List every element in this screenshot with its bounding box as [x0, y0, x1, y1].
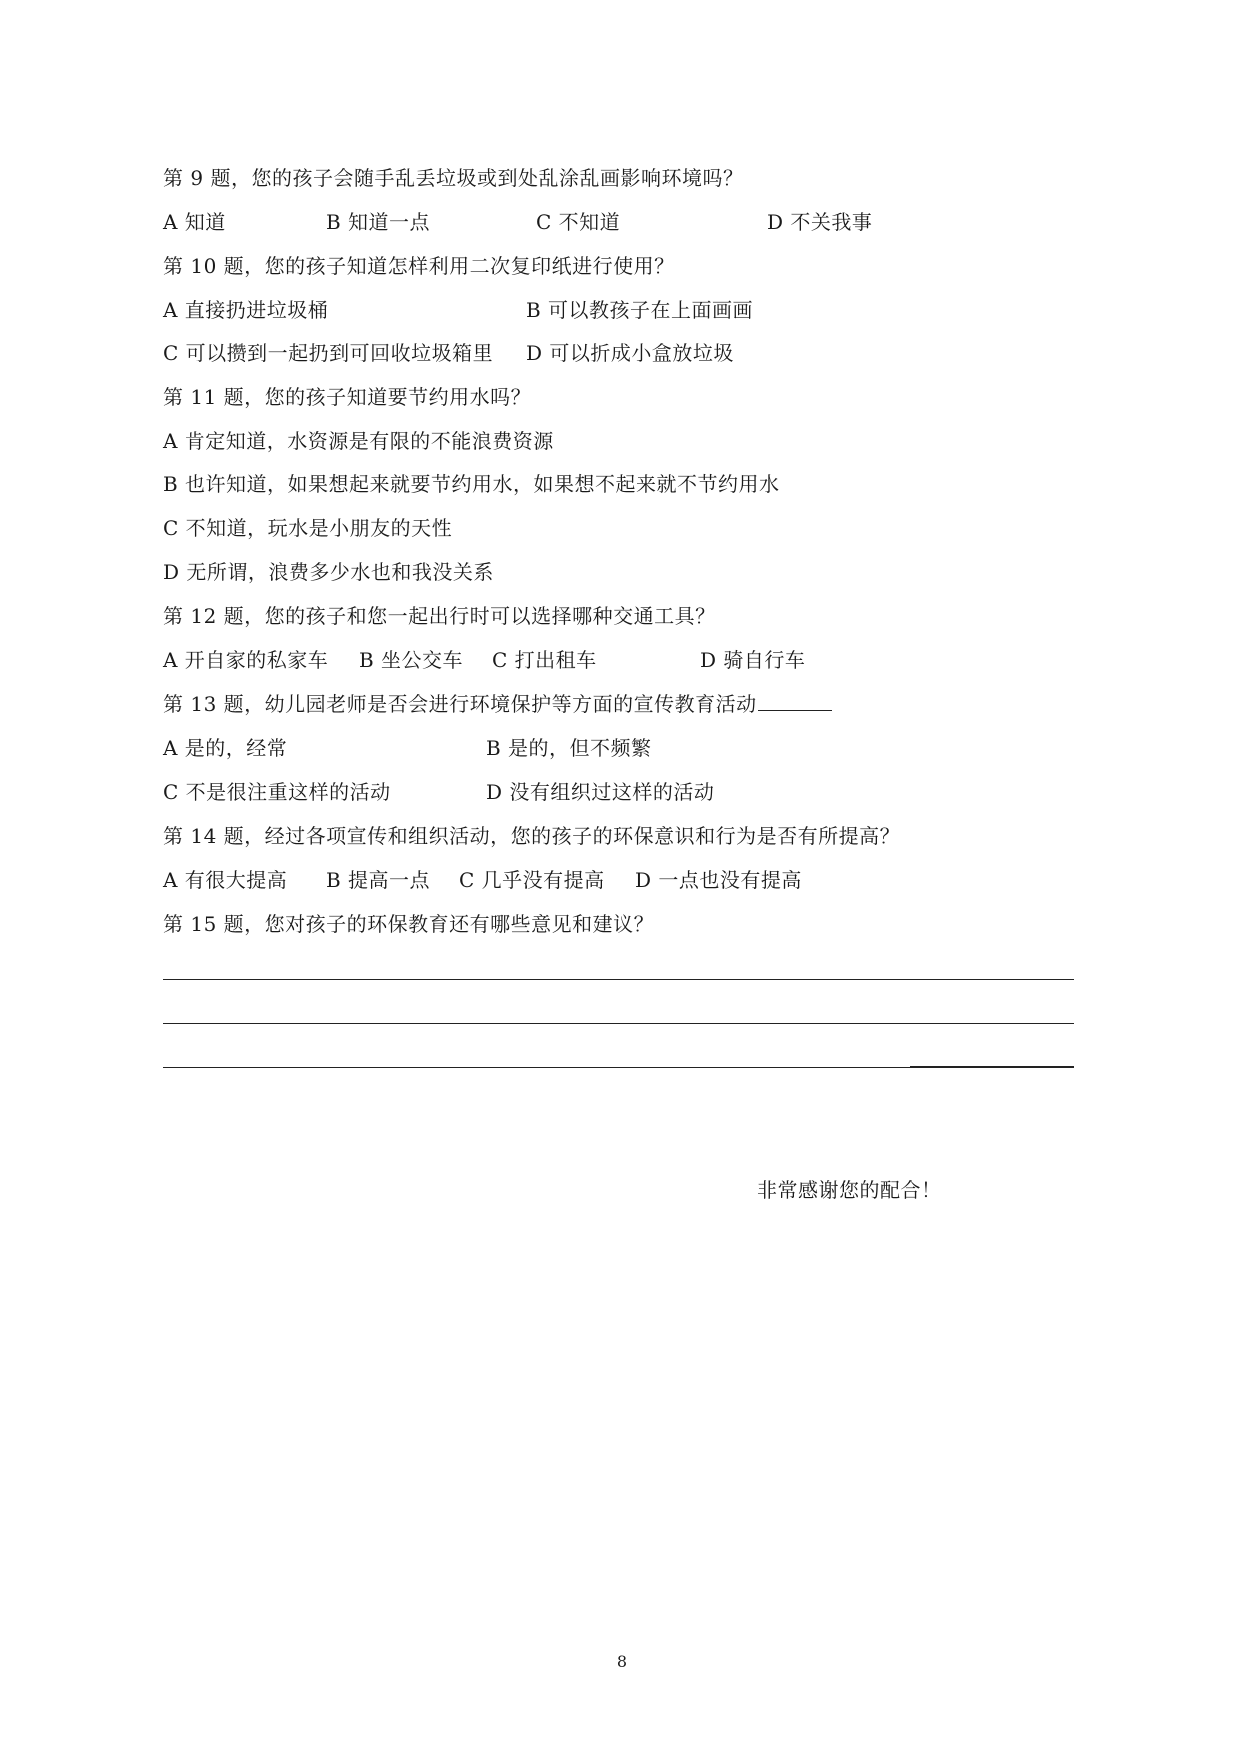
question-14-text: 第 14 题，经过各项宣传和组织活动，您的孩子的环保意识和行为是否有所提高？ [163, 824, 901, 848]
question-11-text: 第 11 题，您的孩子知道要节约用水吗？ [163, 385, 532, 409]
question-11-option-a: A 肯定知道，水资源是有限的不能浪费资源 [163, 429, 554, 453]
question-10-text: 第 10 题，您的孩子知道怎样利用二次复印纸进行使用？ [163, 254, 675, 278]
answer-line-2[interactable] [163, 1023, 1074, 1024]
question-11-option-d: D 无所谓，浪费多少水也和我没关系 [163, 560, 494, 584]
question-13-option-b: B 是的，但不频繁 [486, 736, 652, 760]
question-12-option-a: A 开自家的私家车 [163, 648, 329, 672]
question-14-option-b: B 提高一点 [326, 868, 431, 892]
question-9-option-d: D 不关我事 [767, 210, 873, 234]
question-14-option-d: D 一点也没有提高 [635, 868, 802, 892]
question-12-option-c: C 打出租车 [492, 648, 597, 672]
question-12-text: 第 12 题，您的孩子和您一起出行时可以选择哪种交通工具？ [163, 604, 716, 628]
question-10-option-d: D 可以折成小盒放垃圾 [526, 341, 734, 365]
question-10-option-a: A 直接扔进垃圾桶 [163, 298, 329, 322]
question-9-text: 第 9 题，您的孩子会随手乱丢垃圾或到处乱涂乱画影响环境吗？ [163, 166, 744, 190]
question-13-option-a: A 是的，经常 [163, 736, 288, 760]
page-number: 8 [616, 1652, 628, 1671]
question-13-option-c: C 不是很注重这样的活动 [163, 780, 391, 804]
question-12-option-b: B 坐公交车 [359, 648, 464, 672]
thanks-note: 非常感谢您的配合！ [757, 1178, 942, 1202]
question-9-option-c: C 不知道 [536, 210, 621, 234]
question-14-option-c: C 几乎没有提高 [459, 868, 605, 892]
question-11-option-b: B 也许知道，如果想起来就要节约用水，如果想不起来就不节约用水 [163, 472, 780, 496]
question-13-option-d: D 没有组织过这样的活动 [486, 780, 715, 804]
question-9-option-a: A 知道 [163, 210, 226, 234]
answer-blank[interactable] [758, 692, 832, 711]
question-11-option-c: C 不知道，玩水是小朋友的天性 [163, 516, 453, 540]
question-15-text: 第 15 题，您对孩子的环保教育还有哪些意见和建议？ [163, 912, 655, 936]
answer-line-3-end [910, 1066, 1074, 1067]
question-10-option-b: B 可以教孩子在上面画画 [526, 298, 754, 322]
question-13-label: 第 13 题，幼儿园老师是否会进行环境保护等方面的宣传教育活动 [163, 692, 757, 716]
question-12-option-d: D 骑自行车 [700, 648, 806, 672]
question-14-option-a: A 有很大提高 [163, 868, 288, 892]
answer-line-1[interactable] [163, 979, 1074, 980]
question-10-option-c: C 可以攒到一起扔到可回收垃圾箱里 [163, 341, 494, 365]
question-13-text [163, 692, 832, 716]
answer-line-3[interactable] [163, 1067, 1074, 1068]
question-9-option-b: B 知道一点 [326, 210, 431, 234]
